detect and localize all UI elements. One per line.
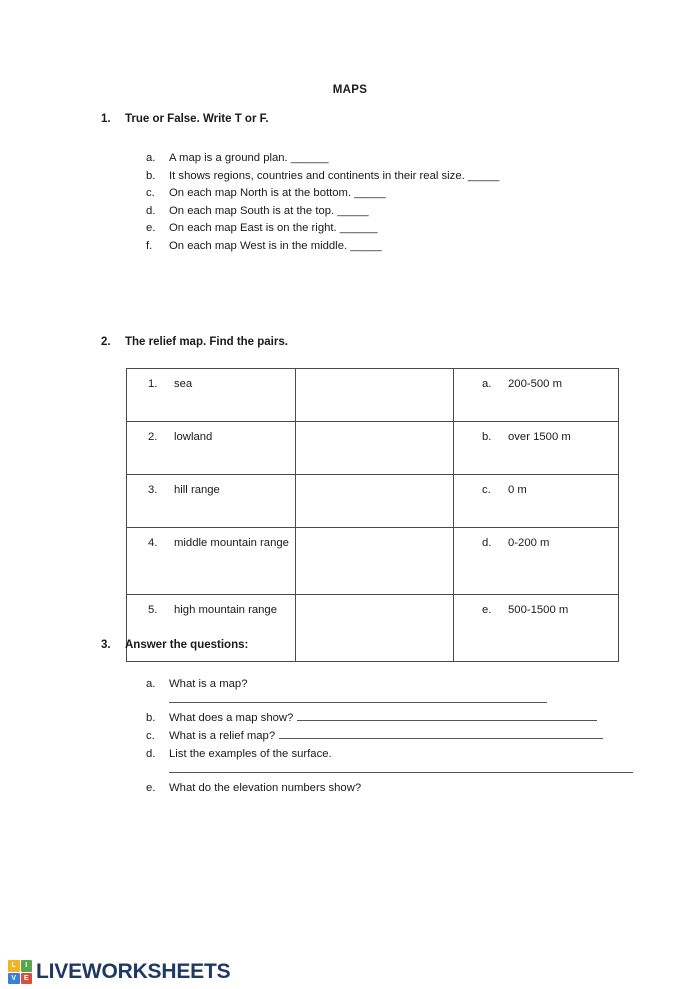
option-letter: c. xyxy=(482,484,491,496)
term-number: 3. xyxy=(148,484,158,496)
answer-line[interactable] xyxy=(279,738,603,739)
table-cell-answer[interactable] xyxy=(296,475,454,528)
item-text[interactable]: It shows regions, countries and continents in their real size. _____ xyxy=(169,169,500,182)
list-item xyxy=(146,238,499,256)
answer-line[interactable] xyxy=(169,702,547,703)
section-title-1: True or False. Write T or F. xyxy=(125,113,269,125)
table-cell-option xyxy=(454,528,619,595)
table-cell-answer[interactable] xyxy=(296,595,454,662)
question-item xyxy=(146,727,633,745)
table-row xyxy=(127,475,619,528)
term-number: 5. xyxy=(148,604,158,616)
option-letter: b. xyxy=(482,431,492,443)
question-letter: d. xyxy=(146,748,156,760)
section-heading-1 xyxy=(101,113,269,125)
table-cell-option xyxy=(454,475,619,528)
questions-list xyxy=(146,675,633,797)
section-title-2: The relief map. Find the pairs. xyxy=(125,336,288,348)
table-cell-answer[interactable] xyxy=(296,422,454,475)
question-item xyxy=(146,709,633,727)
table-cell-term xyxy=(127,475,296,528)
table-cell-option xyxy=(454,595,619,662)
item-letter: c. xyxy=(146,187,155,199)
option-letter: d. xyxy=(482,537,492,549)
list-item xyxy=(146,220,499,238)
answer-line[interactable] xyxy=(169,772,633,773)
item-letter: d. xyxy=(146,204,156,217)
table-cell-term xyxy=(127,528,296,595)
liveworksheets-footer[interactable] xyxy=(8,960,230,984)
table-row xyxy=(127,422,619,475)
option-text: 200-500 m xyxy=(508,378,563,390)
list-item xyxy=(146,168,499,186)
item-letter: b. xyxy=(146,169,156,182)
table-row xyxy=(127,595,619,662)
question-text: List the examples of the surface. xyxy=(169,748,332,760)
item-text[interactable]: On each map West is in the middle. _____ xyxy=(169,239,382,252)
list-item xyxy=(146,150,499,168)
table-cell-option xyxy=(454,422,619,475)
term-number: 4. xyxy=(148,537,158,549)
table-row xyxy=(127,528,619,595)
section-number-2: 2. xyxy=(101,336,111,348)
page-title: MAPS xyxy=(332,84,368,96)
logo-tile-e: E xyxy=(21,973,33,985)
table-cell-term xyxy=(127,369,296,422)
question-item xyxy=(146,675,633,693)
table-cell-term xyxy=(127,422,296,475)
brand-wordmark: LIVEWORKSHEETS xyxy=(36,960,231,983)
question-text: What does a map show? xyxy=(169,712,294,724)
option-text: 0 m xyxy=(508,484,527,496)
term-text: hill range xyxy=(174,484,220,496)
item-text[interactable]: A map is a ground plan. ______ xyxy=(169,152,329,164)
item-text[interactable]: On each map East is on the right. ______ xyxy=(169,222,378,234)
option-letter: a. xyxy=(482,378,492,390)
section-number-1: 1. xyxy=(101,113,111,125)
logo-tile-l: L xyxy=(8,960,20,972)
list-item xyxy=(146,185,499,203)
item-text[interactable]: On each map South is at the top. _____ xyxy=(169,204,369,217)
question-text: What is a map? xyxy=(169,678,248,690)
matching-table xyxy=(126,368,619,662)
answer-line-d-wrap xyxy=(169,772,633,773)
option-text: 500-1500 m xyxy=(508,604,569,616)
item-letter: f. xyxy=(146,239,153,252)
section-number-3: 3. xyxy=(101,639,111,651)
option-text: over 1500 m xyxy=(508,431,571,443)
item-letter: e. xyxy=(146,222,156,234)
question-text: What is a relief map? xyxy=(169,730,276,742)
table-cell-term xyxy=(127,595,296,662)
item-text[interactable]: On each map North is at the bottom. _____ xyxy=(169,187,386,199)
question-text: What do the elevation numbers show? xyxy=(169,782,362,794)
question-letter: e. xyxy=(146,782,156,794)
answer-line[interactable] xyxy=(297,720,597,721)
question-letter: c. xyxy=(146,730,155,742)
option-letter: e. xyxy=(482,604,492,616)
question-letter: a. xyxy=(146,678,156,690)
question-item xyxy=(146,779,633,797)
table-cell-answer[interactable] xyxy=(296,528,454,595)
section-title-3: Answer the questions: xyxy=(125,639,249,651)
item-letter: a. xyxy=(146,152,156,164)
answer-line-a-wrap xyxy=(169,702,633,703)
question-letter: b. xyxy=(146,712,156,724)
true-false-list xyxy=(146,150,499,255)
question-item xyxy=(146,745,633,763)
table-row xyxy=(127,369,619,422)
term-number: 1. xyxy=(148,378,158,390)
logo-tile-v: V xyxy=(8,973,20,985)
section-heading-3 xyxy=(101,639,248,651)
table-cell-answer[interactable] xyxy=(296,369,454,422)
term-text: sea xyxy=(174,378,193,390)
logo-tile-i: I xyxy=(21,960,33,972)
section-heading-2 xyxy=(101,336,288,348)
term-number: 2. xyxy=(148,431,158,443)
table-cell-option xyxy=(454,369,619,422)
list-item xyxy=(146,203,499,221)
option-text: 0-200 m xyxy=(508,537,550,549)
term-text: lowland xyxy=(174,431,213,443)
term-text: high mountain range xyxy=(174,604,278,616)
term-text: middle mountain range xyxy=(174,537,289,549)
liveworksheets-logo-icon xyxy=(8,960,32,984)
